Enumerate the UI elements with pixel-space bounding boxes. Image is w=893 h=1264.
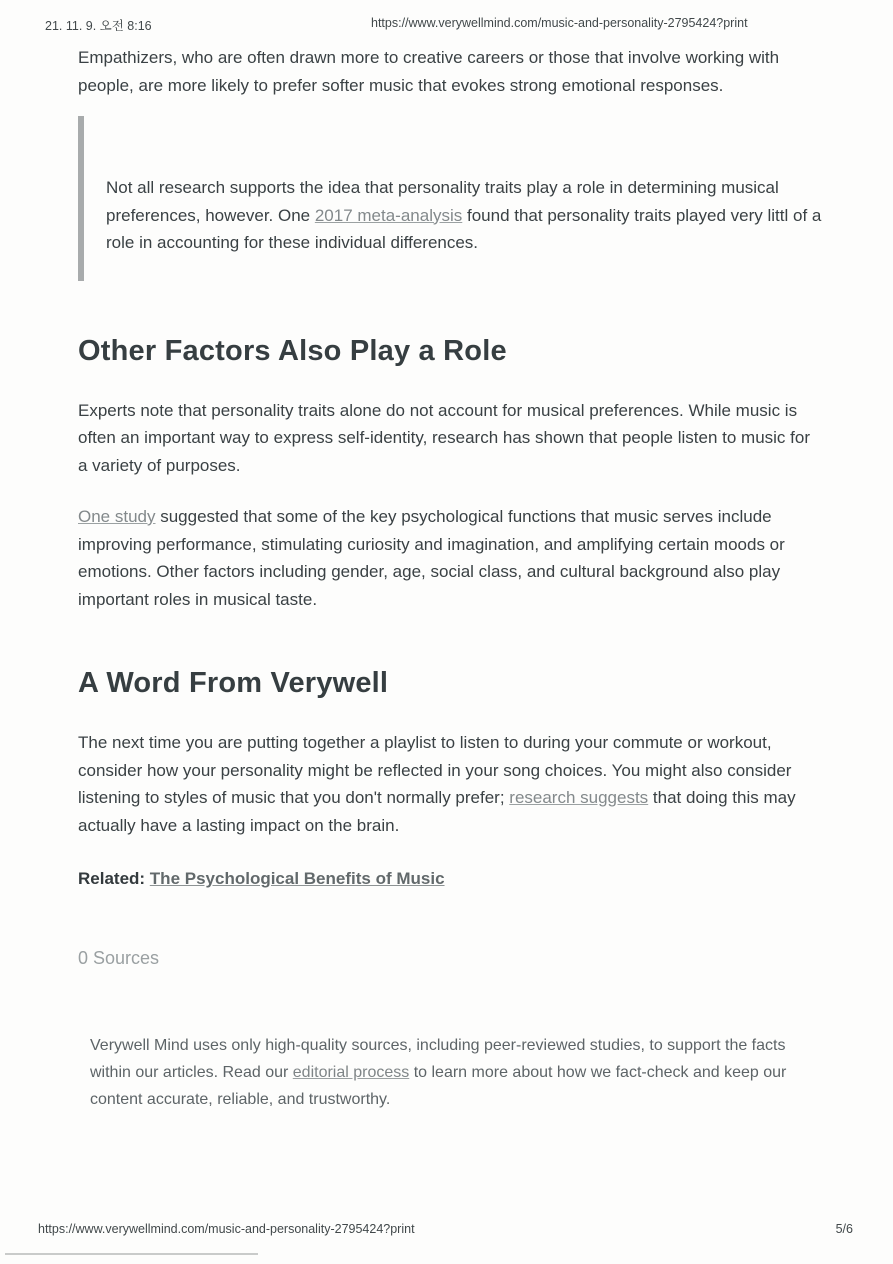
sources-disclaimer [90,1032,790,1113]
disclaimer-text-post: to learn more about how we fact-check and keep our content accurate, reliable, and trustworthy. [90,1064,787,1108]
paragraph-word-from-verywell [78,729,824,839]
print-footer [0,1222,893,1238]
print-header [0,16,893,34]
word-text-pre: The next time you are putting together a playlist to listen to during your commute or workout, consider how your personality might be reflected in your song choices. You might also consider listening to styles of music that you don't normally prefer; [78,733,792,807]
quote-block [78,116,824,281]
paragraph-one-study [78,503,824,613]
research-suggests-link[interactable]: research suggests [509,788,649,807]
page-number: 5/6 [835,1222,853,1236]
quote-text-post: found that personality traits played very littl of a role in accounting for these individual differences. [106,205,822,252]
print-footer-url: https://www.verywellmind.com/music-and-personality-2795424?print [38,1222,415,1236]
print-header-url: https://www.verywellmind.com/music-and-personality-2795424?print [371,16,748,30]
heading-word-from-verywell: A Word From Verywell [78,667,389,699]
scan-artifact-line [5,1253,258,1255]
related-label: Related: [78,869,150,888]
meta-analysis-link[interactable]: 2017 meta-analysis [314,205,463,225]
sources-count: 0 Sources [78,948,160,968]
word-text-post: that doing this may actually have a lasting impact on the brain. [78,788,796,835]
one-study-link[interactable]: One study [78,507,156,526]
heading-other-factors: Other Factors Also Play a Role [78,334,507,367]
related-article-link[interactable]: The Psychological Benefits of Music [149,869,445,888]
article-body [78,44,824,1113]
related-line [78,865,824,892]
disclaimer-text-pre: Verywell Mind uses only high-quality sources, including peer-reviewed studies, to support the facts within our articles. Read our [90,1037,786,1081]
one-study-text: suggested that some of the key psychological functions that music serves include improving performance, stimulating curiosity and imagination, and amplifying certain moods or emotions. Other factors including gender, age, social class, and cultural background also play important roles in musical taste. [78,507,785,609]
quote-text-pre: Not all research supports the idea that personality traits play a role in determining musical preferences, however. One [106,178,779,225]
print-datetime: 21. 11. 9. 오전 8:16 [45,19,152,33]
paragraph-experts-note: Experts note that personality traits alone do not account for musical preferences. While music is often an important way to express self-identity, research has shown that people listen to music for a variety of purposes. [78,400,810,475]
paragraph-empathizers: Empathizers, who are often drawn more to creative careers or those that involve working with people, are more likely to prefer softer music that evokes strong emotional responses. [78,48,780,95]
quote-paragraph [106,174,824,257]
editorial-process-link[interactable]: editorial process [292,1064,410,1081]
